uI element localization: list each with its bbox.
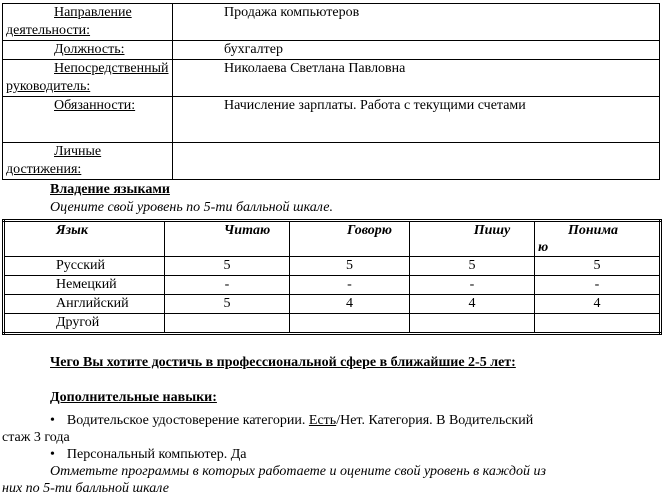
read-level: -	[165, 276, 290, 295]
profile-label-cell	[3, 41, 173, 60]
write-level: 5	[410, 257, 535, 276]
profile-label-cell	[3, 4, 173, 41]
table-row	[4, 295, 661, 314]
profile-value-cell	[173, 41, 660, 60]
programs-instruction: Отметьте программы в которых работаете и оцените свой уровень в каждой из них по 5-ти балльной шкале	[2, 464, 546, 496]
language-name: Русский	[4, 257, 165, 276]
profile-value-cell	[173, 97, 660, 143]
profile-value: Николаева Светлана Павловна	[224, 61, 406, 76]
header-write: Пишу	[410, 221, 535, 257]
computer-skill-text: Персональный компьютер. Да	[66, 447, 247, 462]
table-row	[3, 97, 660, 143]
header-language: Язык	[4, 221, 165, 257]
driver-license-yes: Есть	[308, 413, 337, 428]
speak-level	[290, 314, 410, 334]
list-item-computer	[2, 446, 660, 463]
profile-value-cell	[173, 60, 660, 97]
understand-level	[535, 314, 661, 334]
read-level: 5	[165, 257, 290, 276]
driver-license-line2: стаж 3 года	[2, 430, 70, 445]
profile-value-cell	[173, 4, 660, 41]
speak-level: 4	[290, 295, 410, 314]
table-row	[4, 314, 661, 334]
speak-level: 5	[290, 257, 410, 276]
table-row	[3, 4, 660, 41]
profile-label: Обязанности:	[54, 98, 136, 113]
profile-label: Непосредственный руководитель:	[6, 61, 169, 94]
skills-heading: Дополнительные навыки:	[50, 390, 217, 405]
bullet-icon: •	[50, 413, 55, 428]
profile-value: бухгалтер	[224, 42, 283, 57]
header-speak: Говорю	[290, 221, 410, 257]
understand-level: 4	[535, 295, 661, 314]
profile-label: Личные достижения:	[6, 144, 102, 177]
profile-label-cell	[3, 60, 173, 97]
profile-label-cell	[3, 97, 173, 143]
profile-label-cell	[3, 143, 173, 180]
languages-table	[2, 219, 662, 335]
languages-heading: Владение языками	[50, 182, 170, 197]
understand-level: 5	[535, 257, 661, 276]
languages-instruction: Оцените свой уровень по 5-ти балльной шкале.	[50, 200, 333, 215]
bullet-icon: •	[50, 447, 55, 462]
read-level: 5	[165, 295, 290, 314]
header-read: Читаю	[165, 221, 290, 257]
list-item-driver-license	[2, 412, 660, 446]
profile-table	[2, 3, 660, 180]
profile-label: Должность:	[54, 42, 125, 57]
language-name: Другой	[4, 314, 165, 334]
driver-license-text: Водительское удостоверение категории.	[66, 413, 309, 428]
write-level: 4	[410, 295, 535, 314]
understand-level: -	[535, 276, 661, 295]
language-name: Немецкий	[4, 276, 165, 295]
profile-value-cell	[173, 143, 660, 180]
table-row	[3, 60, 660, 97]
read-level	[165, 314, 290, 334]
table-header-row	[4, 221, 661, 257]
language-name: Английский	[4, 295, 165, 314]
table-row	[3, 41, 660, 60]
table-row	[3, 143, 660, 180]
header-understand: Понимаю	[535, 221, 661, 257]
write-level	[410, 314, 535, 334]
write-level: -	[410, 276, 535, 295]
goals-heading: Чего Вы хотите достичь в профессиональной сфере в ближайшие 2-5 лет:	[50, 355, 516, 370]
speak-level: -	[290, 276, 410, 295]
table-row	[4, 257, 661, 276]
driver-license-rest: /Нет. Категория. В Водительский	[336, 413, 534, 428]
table-row	[4, 276, 661, 295]
profile-label: Направление деятельности:	[6, 5, 132, 38]
profile-value: Продажа компьютеров	[224, 5, 360, 20]
profile-value: Начисление зарплаты. Работа с текущими счетами	[224, 98, 526, 113]
